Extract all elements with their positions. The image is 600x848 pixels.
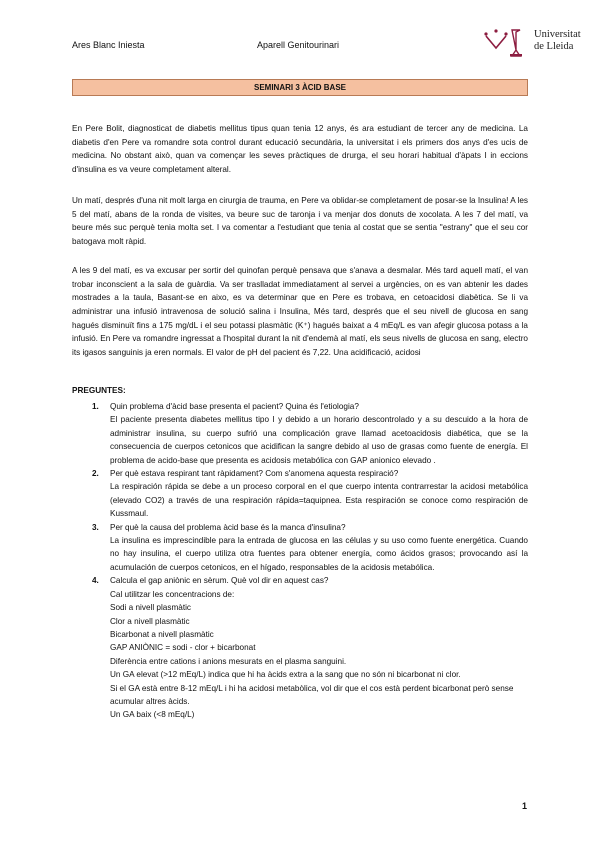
question-number: 4. — [92, 576, 99, 586]
university-name-line2: de Lleida — [534, 41, 574, 52]
question-number: 3. — [92, 522, 99, 532]
answer-line: Bicarbonat a nivell plasmàtic — [110, 629, 214, 639]
header-author: Ares Blanc Iniesta — [72, 40, 145, 50]
question-text: Per què la causa del problema àcid base és la manca d'insulina? — [110, 522, 346, 532]
answer-line: Diferència entre cations i anions mesurats en el plasma sanguini. — [110, 656, 347, 666]
answer-line: Sodi a nivell plasmàtic — [110, 603, 192, 613]
seminar-title: SEMINARI 3 ÀCID BASE — [72, 79, 528, 96]
answer-line: Si el GA està entre 8-12 mEq/L i hi ha acidosi metabòlica, vol dir que el cos està perdent bicarbonat però sense acumular altres àcids. — [110, 683, 514, 706]
question-number: 2. — [92, 469, 99, 479]
question-item — [92, 574, 528, 721]
answer-line: Un GA baix (<8 mEq/L) — [110, 710, 195, 720]
questions-heading: PREGUNTES: — [72, 386, 126, 395]
case-paragraph-3: A les 9 del matí, es va excusar per sortir del quinofan perquè pensava que s'anava a desmalar. Més tard aquell matí, el van trobar inconscient a la sala de guàrdia. Va ser traslladat immediatament al servei a urgències, on es van abtenir les dades mostrades a la taula, Basant-se en aixo, es va determinar que en Pere es trobava, en cetoacidosi diabètica. Se li va administrar una infusió intravenosa de solució salina i Insulina, Més tard, després que el seu nivell de glucosa en sang hagués disminuït fins a 175 mg/dL i el seu potassi plasmàtic (K⁺) hagués baixat a 4 mEq/L es van afegir glucosa potass a la infusió. En Pere va romandre ingressat a l'hospital durant la nit d'endemà al matí, els seus nivells de glucosa en sang, electro its igasos sanguinis ja eren normals. El valor de pH del pacient és 7,22. Una acidificació, acidosi — [72, 266, 528, 357]
question-text: Calcula el gap aniònic en sèrum. Què vol dir en aquest cas? — [110, 576, 329, 586]
question-item — [92, 400, 528, 467]
university-name-line1: Universitat — [534, 29, 581, 40]
case-paragraph-1: En Pere Bolit, diagnosticat de diabetis mellitus tipus quan tenia 12 anys, és ara estudiant de tercer any de medicina. La diabetis d'en Pere va romandre sota control durant educació secundària, la universitat i els primers dos anys d'es ucis de medicina. No obstant això, quan va començar les seves pràctiques de drurga, el seu horari habitual d'àpats I in eccions d'insulina es va veure completament alteral. — [72, 124, 528, 174]
answer-text: La insulina es imprescindible para la entrada de glucosa en las células y su uso como fuente energética. Cuando no hay insulina, el cuerpo utiliza otra fuentes para obtener energía, como ácidos grasos; provocando así la acumulación de cuerpos cetonicos, en el hígado, responsables de la acidosis metabólica. — [110, 536, 528, 572]
page-number: 1 — [522, 801, 528, 811]
case-paragraph-2: Un matí, després d'una nit molt larga en cirurgia de trauma, en Pere va oblidar-se completament de posar-se la Insulina! A les 5 del matí, abans de la ronda de visites, va beure suc de taronja i va menjar dos donuts de xocolata. A les 7 del matí, va beure més suc perquè tenia molta set. I va comentar a l'estudiant que tenia al costat que se sentia "estrany" que el seu cor batogava molt ràpid. — [72, 196, 528, 246]
question-text: Per què estava respirant tant ràpidament? Com s'anomena aquesta respiració? — [110, 469, 399, 479]
university-name — [534, 29, 581, 53]
answer-line: GAP ANIÒNIC = sodi - clor + bicarbonat — [110, 643, 256, 653]
answer-line: Un GA elevat (>12 mEq/L) indica que hi ha àcids extra a la sang que no són ni bicarbonat ni clor. — [110, 670, 461, 680]
answer-line: Clor a nivell plasmàtic — [110, 616, 190, 626]
questions-list — [92, 400, 528, 722]
question-item — [92, 521, 528, 575]
answer-text: El paciente presenta diabetes mellitus tipo I y debido a un horario descontrolado y a su descuido a la hora de administrar insulina, su cuerpo sufrió una complicación grave llamad acetoacidosis diabética, que se la consecuencia de cuerpos cetonicos que acidifican la sangre debido al uso de grasas como fuente de energía. El problema de acido-base que presenta es acidosis metabólica con GAP anionico elevado . — [110, 415, 528, 465]
answer-text: La respiración rápida se debe a un proceso corporal en el que cuerpo intenta contrarrestar la acidosi metabólica (elevado CO2) a través de una respiración rápida=taquipnea. Esta respiración se conoce como respiración de Kussmaul. — [110, 482, 528, 519]
question-text: Quin problema d'àcid base presenta el pacient? Quina és l'etiologia? — [110, 402, 359, 411]
question-item — [92, 467, 528, 521]
answer-line: Cal utilitzar les concentracions de: — [110, 589, 235, 599]
question-number: 1. — [92, 402, 99, 411]
header-subject: Aparell Genitourinari — [257, 40, 340, 50]
